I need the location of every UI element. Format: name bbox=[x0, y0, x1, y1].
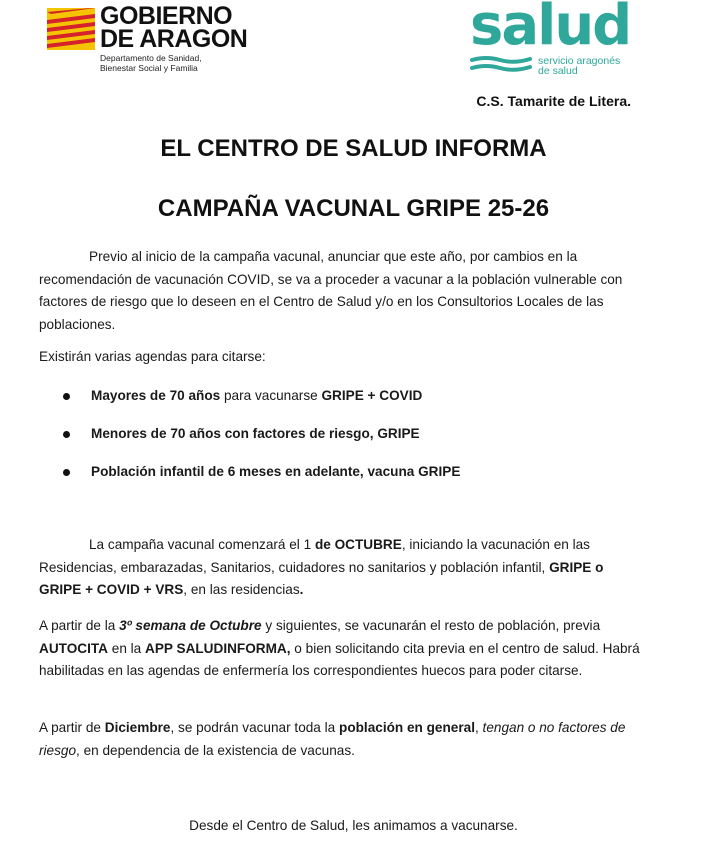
agenda-item-bold: Población infantil de 6 meses en adelante, vacuna GRIPE bbox=[91, 464, 461, 479]
gov-dept-line1: Departamento de Sanidad, bbox=[100, 53, 202, 63]
closing-line: Desde el Centro de Salud, les animamos a vacunarse. bbox=[189, 818, 518, 833]
bullet-icon bbox=[63, 469, 70, 476]
agenda-item-bold: Menores de 70 años con factores de riesgo, GRIPE bbox=[91, 426, 420, 441]
agenda-list bbox=[63, 385, 460, 499]
bullet-icon bbox=[63, 431, 70, 438]
december-paragraph bbox=[39, 717, 644, 762]
risk-factor-note: tengan o no factores de riesgo bbox=[39, 720, 626, 758]
start-date: de OCTUBRE bbox=[314, 537, 402, 552]
campaign-start-paragraph bbox=[39, 534, 644, 602]
text-span: y siguientes, se vacunarán el resto de población, previa bbox=[261, 618, 601, 633]
intro-paragraph bbox=[39, 246, 644, 336]
list-item bbox=[63, 423, 460, 461]
text-span: , en dependencia de la existencia de vacunas. bbox=[76, 742, 355, 758]
bullet-icon bbox=[63, 393, 70, 400]
october-week: 3º semana de Octubre bbox=[119, 618, 262, 633]
salud-sub-line1: servicio aragonés bbox=[538, 55, 621, 67]
salud-logo-word: salud bbox=[470, 0, 631, 58]
text-span: , en las residencias bbox=[183, 582, 300, 597]
text-span: , bbox=[474, 720, 483, 735]
aragon-flag-icon bbox=[47, 8, 95, 50]
gov-dept-line2: Bienestar Social y Familia bbox=[100, 62, 198, 73]
agenda-item-bold: Mayores de 70 años bbox=[91, 388, 221, 403]
list-item bbox=[63, 385, 460, 423]
december-word: Diciembre bbox=[104, 720, 171, 735]
text-span: A partir de bbox=[39, 720, 105, 735]
salud-sub-line2: de salud bbox=[538, 65, 578, 77]
agenda-item-text: para vacunarse bbox=[220, 388, 322, 403]
campaign-title: CAMPAÑA VACUNAL GRIPE 25-26 bbox=[157, 195, 550, 222]
health-center-name: C.S. Tamarite de Litera. bbox=[476, 93, 631, 109]
agenda-item-bold: GRIPE + COVID bbox=[321, 388, 423, 403]
gov-name-line2: DE ARAGON bbox=[100, 25, 248, 53]
general-population: población en general bbox=[339, 720, 475, 735]
october-paragraph bbox=[39, 615, 644, 683]
text-span: en la bbox=[107, 640, 146, 656]
list-item bbox=[63, 461, 460, 499]
gov-department bbox=[100, 54, 202, 73]
text-span: A partir de la bbox=[39, 618, 120, 633]
autocita: AUTOCITA bbox=[39, 640, 108, 656]
text-span: . bbox=[299, 582, 304, 597]
agendas-heading: Existirán varias agendas para citarse: bbox=[39, 349, 266, 364]
app-name: APP SALUDINFORMA, bbox=[145, 640, 291, 656]
text-span: , iniciando la vacunación en las Residencias, embarazadas, Sanitarios, cuidadores no sanitarios y población infantil, bbox=[39, 537, 590, 575]
intro-text: Previo al inicio de la campaña vacunal, anunciar que este año, por cambios en la recomendación de vacunación COVID, se va a proceder a vacunar a la población vulnerable con factores de riesgo que lo deseen en el Centro de Salud y/o en los Consultorios Locales de las poblaciones. bbox=[39, 249, 623, 332]
page-title: EL CENTRO DE SALUD INFORMA bbox=[160, 135, 547, 162]
gov-name-line1: GOBIERNO bbox=[100, 2, 233, 30]
salud-wave-icon bbox=[470, 54, 532, 74]
text-span: o bien solicitando cita previa en el centro de salud. Habrá habilitadas en las agendas de enfermería los correspondientes huecos para poder citarse. bbox=[39, 640, 640, 678]
vaccine-combo: GRIPE o GRIPE + COVID + VRS bbox=[39, 559, 604, 597]
text-span: La campaña vacunal comenzará el 1 bbox=[89, 537, 315, 552]
gobierno-aragon-logo bbox=[100, 2, 248, 53]
text-span: , se podrán vacunar toda la bbox=[170, 720, 340, 735]
salud-logo-subtitle bbox=[538, 56, 620, 76]
